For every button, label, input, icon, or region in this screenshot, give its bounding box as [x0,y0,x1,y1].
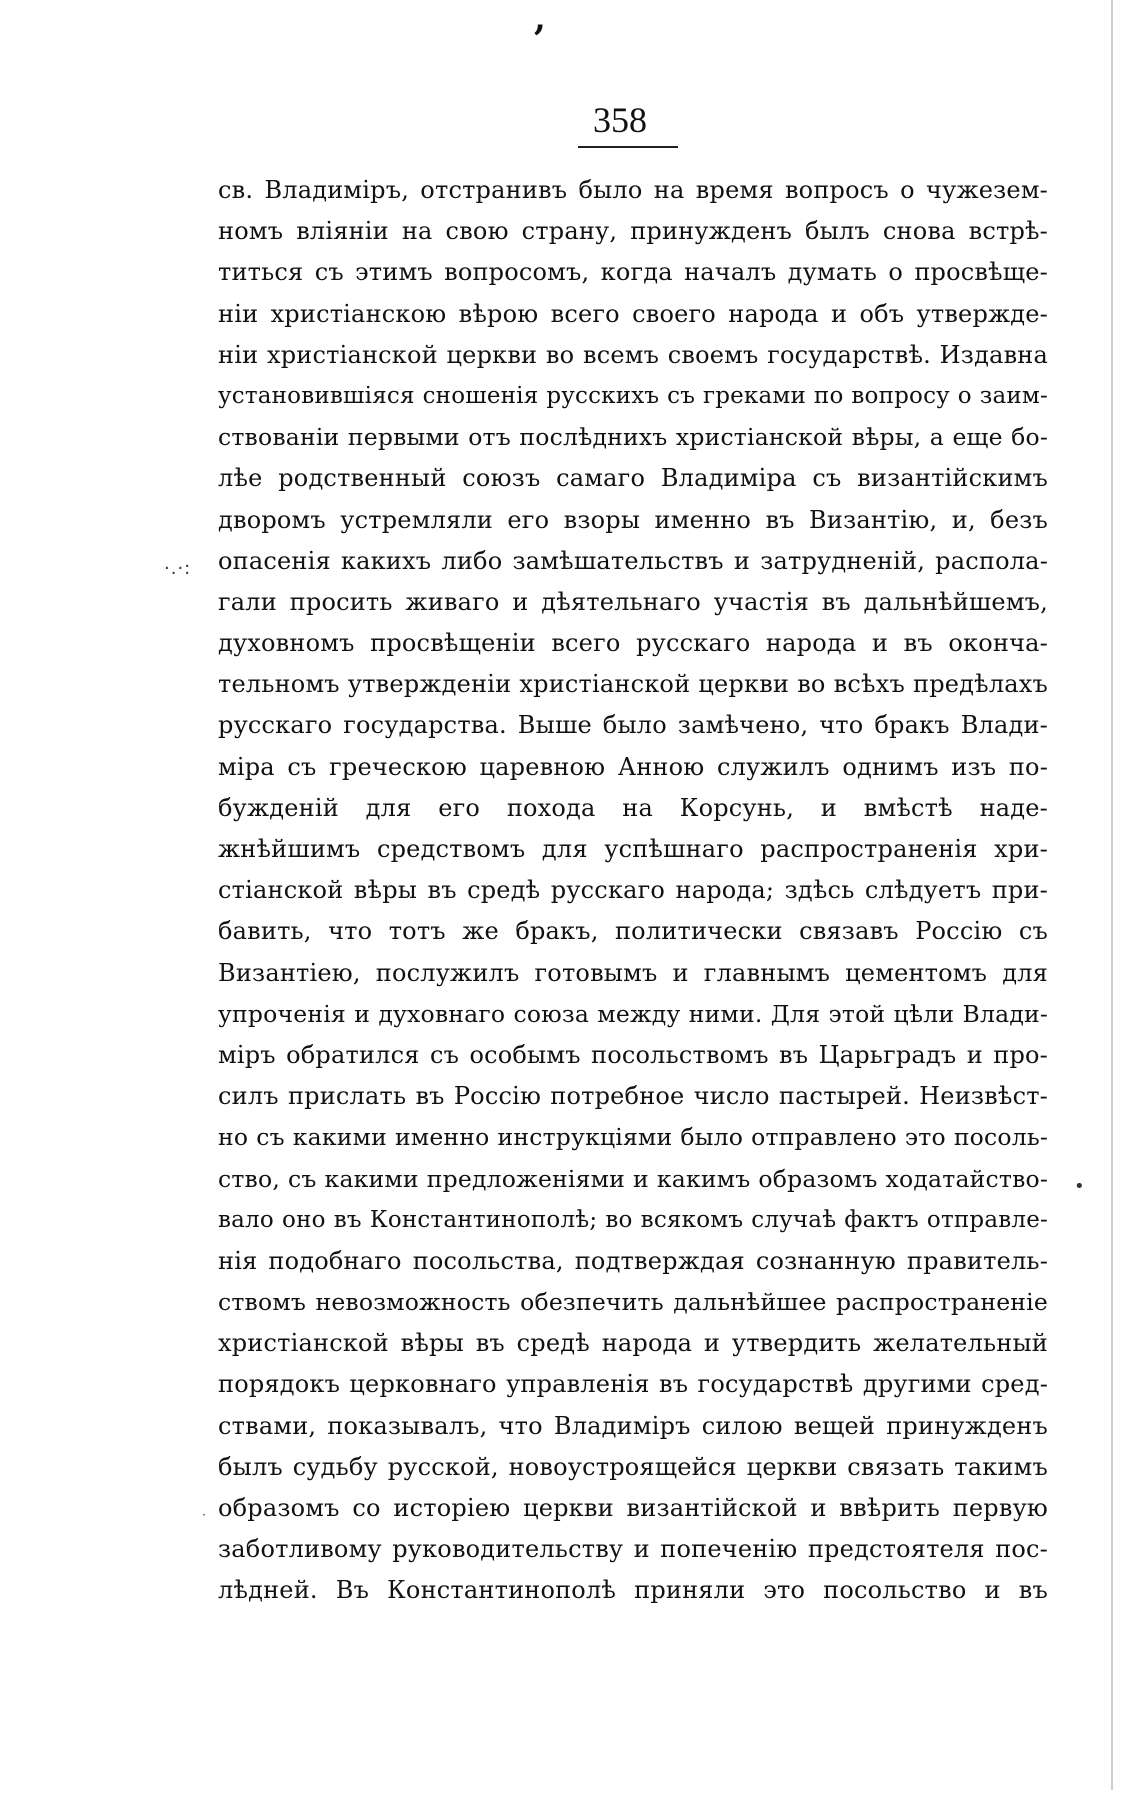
text-line: ствомъ невозможность обезпечить дальнѣйшее распространеніе [218,1288,1048,1317]
page-edge-line [1111,0,1113,1790]
text-line: лѣе родственный союзъ самаго Владиміра съ византійскимъ [218,464,1048,493]
top-ink-mark: , [534,0,546,39]
text-line: былъ судьбу русской, новоустроящейся церкви связать такимъ [218,1452,1048,1481]
text-line: ствами, показывалъ, что Владиміръ силою вещей принужденъ [218,1411,1048,1440]
text-line: духовномъ просвѣщеніи всего русскаго народа и въ оконча- [218,629,1048,658]
text-line: вало оно въ Константинополѣ; во всякомъ случаѣ фактъ отправле- [218,1206,1048,1233]
text-line: ствованіи первыми отъ послѣднихъ христіанской вѣры, а еще бо- [218,423,1048,452]
text-line: бавить, что тотъ же бракъ, политически связавъ Россію съ [218,917,1048,946]
text-line: жнѣйшимъ средствомъ для успѣшнаго распространенія хри- [218,835,1048,863]
text-line: номъ вліяніи на свою страну, принужденъ былъ снова встрѣ- [218,217,1048,246]
text-line: порядокъ церковнаго управленія въ государствѣ другими сред- [218,1370,1048,1399]
body-text [218,170,1048,1612]
text-line: міра съ греческою царевною Анною служилъ однимъ изъ по- [218,752,1048,781]
text-line: ство, съ какими предложеніями и какимъ образомъ ходатайство- [218,1164,1048,1193]
page-number: 358 [593,100,647,140]
text-line: христіанской вѣры въ средѣ народа и утвердить желательный [218,1329,1048,1358]
text-line: тельномъ утвержденіи христіанской церкви во всѣхъ предѣлахъ [218,670,1048,699]
text-line: опасенія какихъ либо замѣшательствъ и затрудненій, распола- [218,546,1048,575]
margin-dot: • [1074,1176,1085,1197]
text-line: ніи христіанскою вѣрою всего своего народа и объ утвержде- [218,299,1048,328]
text-line: стіанской вѣры въ средѣ русскаго народа; здѣсь слѣдуетъ при- [218,876,1048,905]
text-line: образомъ со исторіею церкви византійской и ввѣрить первую [218,1494,1048,1522]
text-line: нія подобнаго посольства, подтверждая сознанную правитель- [218,1246,1048,1275]
text-line: ніи христіанской церкви во всемъ своемъ государствѣ. Издавна [218,340,1048,369]
text-line: но съ какими именно инструкціями было отправлено это посоль- [218,1123,1048,1152]
margin-speck: · [202,1508,206,1522]
text-line: бужденій для его похода на Корсунь, и вмѣстѣ наде- [218,793,1048,822]
text-line: русскаго государства. Выше было замѣчено, что бракъ Влади- [218,711,1048,740]
text-line: заботливому руководительству и попеченію предстоятеля пос- [218,1535,1048,1564]
text-line: міръ обратился съ особымъ посольствомъ въ Царьградъ и про- [218,1040,1048,1069]
page-number-rule [578,146,678,148]
text-line: силъ прислать въ Россію потребное число пастырей. Неизвѣст- [218,1082,1048,1111]
text-line: титься съ этимъ вопросомъ, когда началъ думать о просвѣще- [218,258,1048,287]
text-line: лѣдней. Въ Константинополѣ приняли это посольство и въ [218,1576,1048,1605]
text-line: установившіяся сношенія русскихъ съ греками по вопросу о заим- [218,382,1048,409]
text-line: св. Владиміръ, отстранивъ было на время вопросъ о чужезем- [218,176,1048,204]
text-line: гали просить живаго и дѣятельнаго участія въ дальнѣйшемъ, [218,587,1048,616]
text-line: Византіею, послужилъ готовымъ и главнымъ цементомъ для [218,958,1048,987]
text-line: дворомъ устремляли его взоры именно въ Византію, и, безъ [218,505,1048,534]
margin-speck: ·.·: [164,558,192,579]
text-line: упроченія и духовнаго союза между ними. Для этой цѣли Влади- [218,999,1048,1028]
